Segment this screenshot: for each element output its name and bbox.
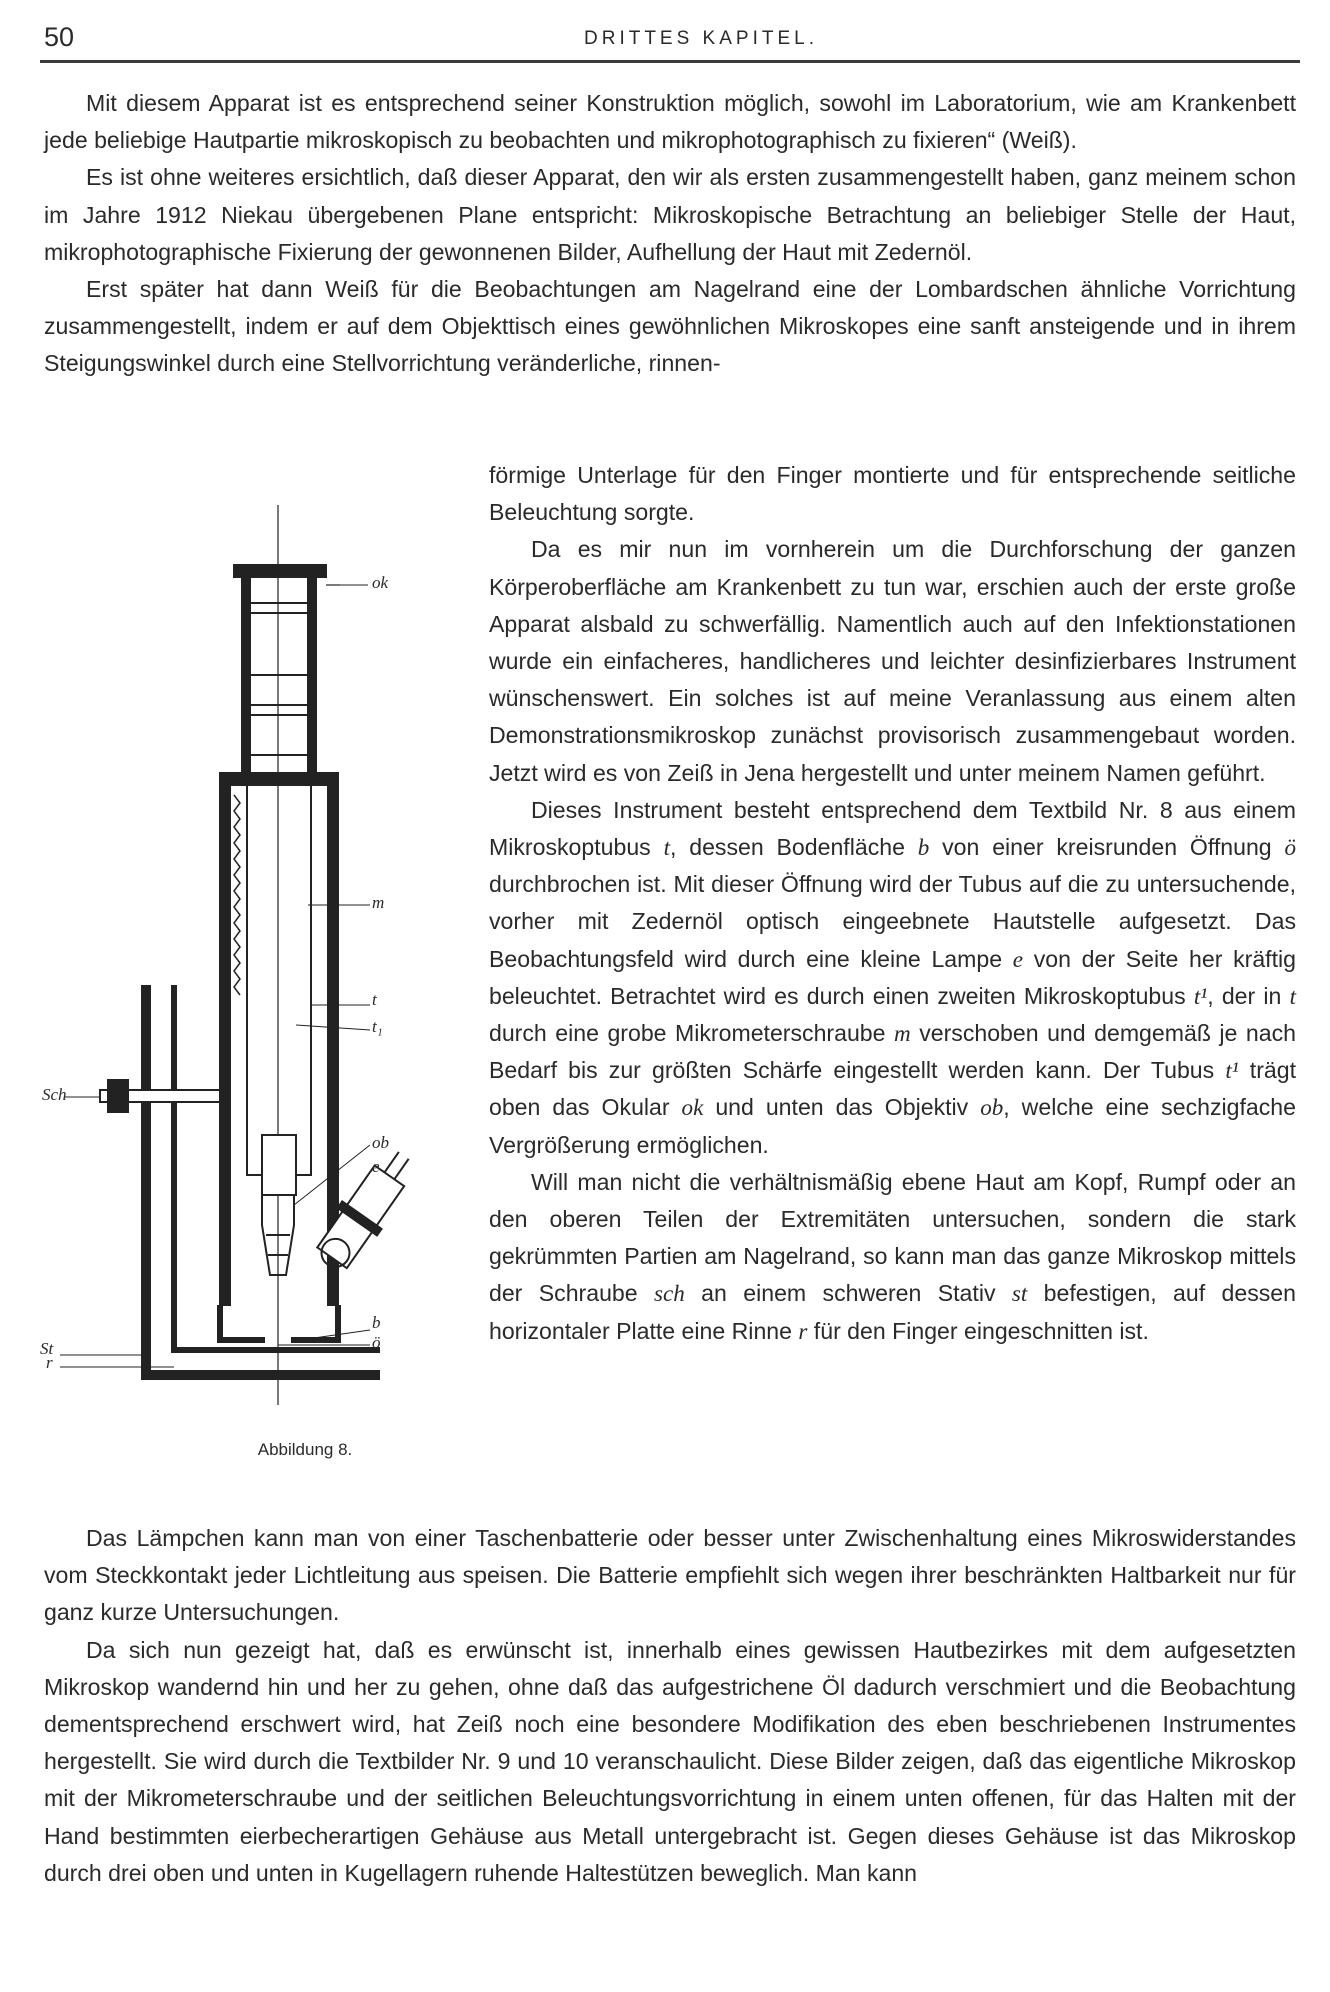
- figure-caption: Abbildung 8.: [257, 1440, 353, 1459]
- label-t: t: [372, 990, 377, 1009]
- label-ob: ob: [372, 1133, 389, 1152]
- label-oe: ö: [372, 1333, 381, 1352]
- paragraph-2: Es ist ohne weiteres ersichtlich, daß dieser Apparat, den wir als ersten zusammengestellt haben, ganz meinem schon im Jahre 1912 Niekau übergebenen Plane entspricht: Mikroskopische Betrachtung an beliebiger Stelle der Haut, mikrophotographische Fixierung der gewonnenen Bilder, Aufhellung der Haut mit Zedernöl.: [44, 164, 1296, 265]
- text-block-right: [489, 457, 1296, 1350]
- page-number: 50: [44, 22, 75, 52]
- paragraph-8: Da sich nun gezeigt hat, daß es erwünscht ist, innerhalb eines gewissen Hautbezirkes mit dem aufgesetzten Mikroskop wandernd hin und her zu gehen, ohne daß das aufgestrichene Öl dadurch verschmiert und die Beobachtung dementsprechend erschwert wird, hat Zeiß noch eine besondere Modifikation des eben beschriebenen Instrumentes hergestellt. Sie wird durch die Textbilder Nr. 9 und 10 veranschaulicht. Diese Bilder zeigen, daß das eigentliche Mikroskop mit der Mikrometerschraube und der seitlichen Beleuchtungsvorrichtung in einem unten offenen, für das Halten mit der Hand bestimmten eierbecherartigen Gehäuse aus Metall untergebracht ist. Gegen dieses Gehäuse ist das Mikroskop durch drei oben und unten in Kugellagern ruhende Haltestützen beweglich. Man kann: [44, 1636, 1296, 1886]
- text-block-top: [44, 85, 1296, 383]
- text-block-bottom: [44, 1520, 1296, 1892]
- header-rule: [40, 60, 1300, 63]
- paragraph-6: Will man nicht die verhältnismäßig ebene Haut am Kopf, Rumpf oder an den oberen Teilen der Extremitäten untersuchen, sondern die stark gekrümmten Partien am Nagelrand, so kann man das ganze Mikroskop mittels der Schraube sch an einem schweren Stativ st befestigen, auf dessen horizontaler Platte eine Rinne r für den Finger eingeschnitten ist.: [489, 1168, 1296, 1344]
- label-st: St: [40, 1339, 54, 1358]
- microscope-drawing: [50, 505, 450, 1465]
- paragraph-1: Mit diesem Apparat ist es entsprechend seiner Konstruktion möglich, sowohl im Laboratorium, wie am Krankenbett jede beliebige Hautpartie mikroskopisch zu beobachten und mikrophotographisch zu fixieren“ (Weiß).: [44, 90, 1296, 154]
- label-b: b: [372, 1313, 381, 1332]
- page-header: [44, 18, 1294, 58]
- label-m: m: [372, 893, 385, 912]
- running-head: DRITTES KAPITEL.: [584, 28, 818, 49]
- label-e: e: [372, 1157, 380, 1176]
- paragraph-7: Das Lämpchen kann man von einer Taschenbatterie oder besser unter Zwischenhaltung eines Mikroswiderstandes vom Steckkontakt jeder Lichtleitung aus speisen. Die Batterie empfiehlt sich wegen ihrer beschränkten Haltbarkeit nur für ganz kurze Untersuchungen.: [44, 1525, 1296, 1626]
- paragraph-5: Dieses Instrument besteht entsprechend dem Textbild Nr. 8 aus einem Mikroskoptubus t, dessen Bodenfläche b von einer kreisrunden Öffnung ö durchbrochen ist. Mit dieser Öffnung wird der Tubus auf die zu untersuchende, vorher mit Zedernöl optisch eingeebnete Hautstelle aufgesetzt. Das Beobachtungsfeld wird durch eine kleine Lampe e von der Seite her kräftig beleuchtet. Betrachtet wird es durch einen zweiten Mikroskoptubus t¹, der in t durch eine grobe Mikrometerschraube m verschoben und demgemäß je nach Bedarf bis zur größten Schärfe eingestellt werden kann. Der Tubus t¹ trägt oben das Okular ok und unten das Objektiv ob, welche eine sechzigfache Vergrößerung ermöglichen.: [489, 796, 1297, 1158]
- label-t1: t₁: [372, 1017, 383, 1036]
- paragraph-3: Erst später hat dann Weiß für die Beobachtungen am Nagelrand eine der Lombardschen ähnliche Vorrichtung zusammengestellt, indem er auf dem Objekttisch eines gewöhnlichen Mikroskopes eine sanft ansteigende und in ihrem Steigungswinkel durch eine Stellvorrichtung veränderliche, rinnen-: [44, 276, 1296, 377]
- label-sch: Sch: [42, 1085, 67, 1104]
- label-r: r: [46, 1353, 53, 1372]
- label-ok: ok: [372, 573, 389, 592]
- paragraph-3-continued: förmige Unterlage für den Finger montierte und für entsprechende seitliche Beleuchtung sorgte.: [489, 462, 1296, 526]
- figure-microscope: [40, 505, 450, 1465]
- paragraph-4: Da es mir nun im vornherein um die Durchforschung der ganzen Körperoberfläche am Krankenbett zu tun war, erschien auch der erste große Apparat alsbald zu schwerfällig. Namentlich auch auf den Infektionstationen wurde ein einfacheres, handlicheres und leichter desinfizierbares Instrument wünschenswert. Ein solches ist auf meine Veranlassung aus einem alten Demonstrationsmikroskop zunächst provisorisch zusammengebaut worden. Jetzt wird es von Zeiß in Jena hergestellt und unter meinem Namen geführt.: [489, 536, 1296, 786]
